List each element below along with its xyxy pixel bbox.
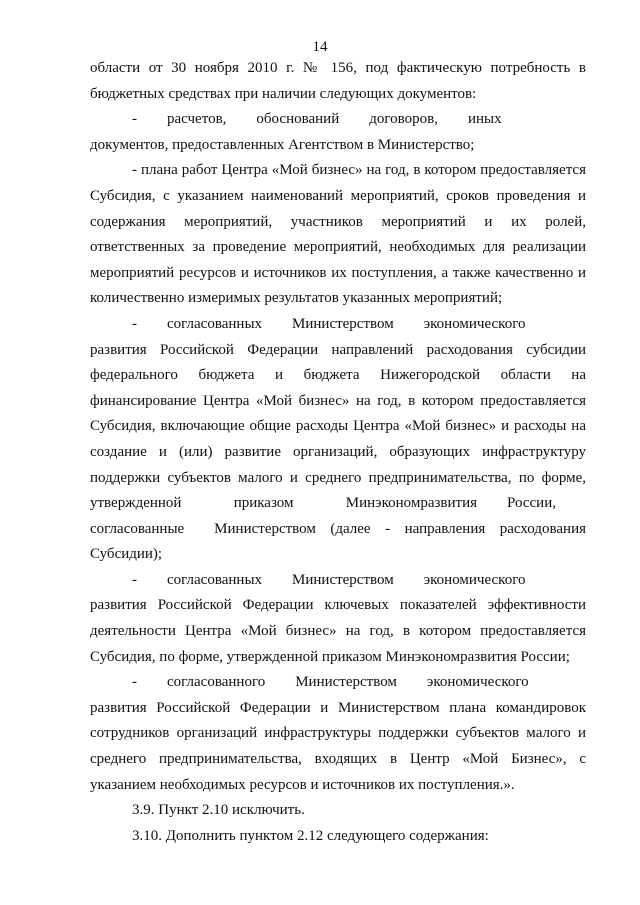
paragraph-3-list-item: - плана работ Центра «Мой бизнес» на год, в котором предоставляется Субсидия, с указанием наименований мероприятий, сроков проведения и содержания мероприятий, участников мероприятий и их ролей, ответственных за проведение мероприятий, необходимых для реализации мероприятий ресурсов и источников их поступления, а также качественно и количественно измеримых результатов указанных мероприятий; (90, 162, 586, 307)
document-body (90, 56, 586, 849)
paragraph-5-list-item: - согласованных Министерством экономического развития Российской Федерации ключевых показателей эффективности деятельности Центра «Мой бизнес» на год, в котором предоставляется Субсидия, по форме, утвержденной приказом Минэкономразвития России; (90, 571, 586, 665)
page-number: 14 (312, 39, 328, 55)
paragraph-1: области от 30 ноября 2010 г. № 156, под фактическую потребность в бюджетных средствах при наличии следующих документов: (90, 60, 586, 102)
paragraph-6-list-item: - согласованного Министерством экономического развития Российской Федерации и Министерством плана командировок сотрудников организаций инфраструктуры поддержки субъектов малого и среднего предпринимательства, входящих в Центр «Мой Бизнес», с указанием необходимых ресурсов и источников их поступления.». (90, 674, 586, 793)
paragraph-8-clause: 3.10. Дополнить пунктом 2.12 следующего содержания: (132, 827, 489, 844)
paragraph-4-list-item: - согласованных Министерством экономического развития Российской Федерации направлений расходования субсидии федерального бюджета и бюджета Нижегородской области на финансирование Центра «Мой бизнес» на год, в котором предоставляется Субсидия, включающие общие расходы Центра «Мой бизнес» и расходы на создание и (или) развитие организаций, образующих инфраструктуру поддержки субъектов малого и среднего предпринимательства, по форме, утвержденной приказом Минэкономразвития России, согласованные Министерством (далее - направления расходования Субсидии); (90, 315, 586, 563)
paragraph-2-list-item: - расчетов, обоснований договоров, иных документов, предоставленных Агентством в Министерство; (90, 111, 532, 153)
paragraph-7-clause: 3.9. Пункт 2.10 исключить. (132, 802, 305, 819)
